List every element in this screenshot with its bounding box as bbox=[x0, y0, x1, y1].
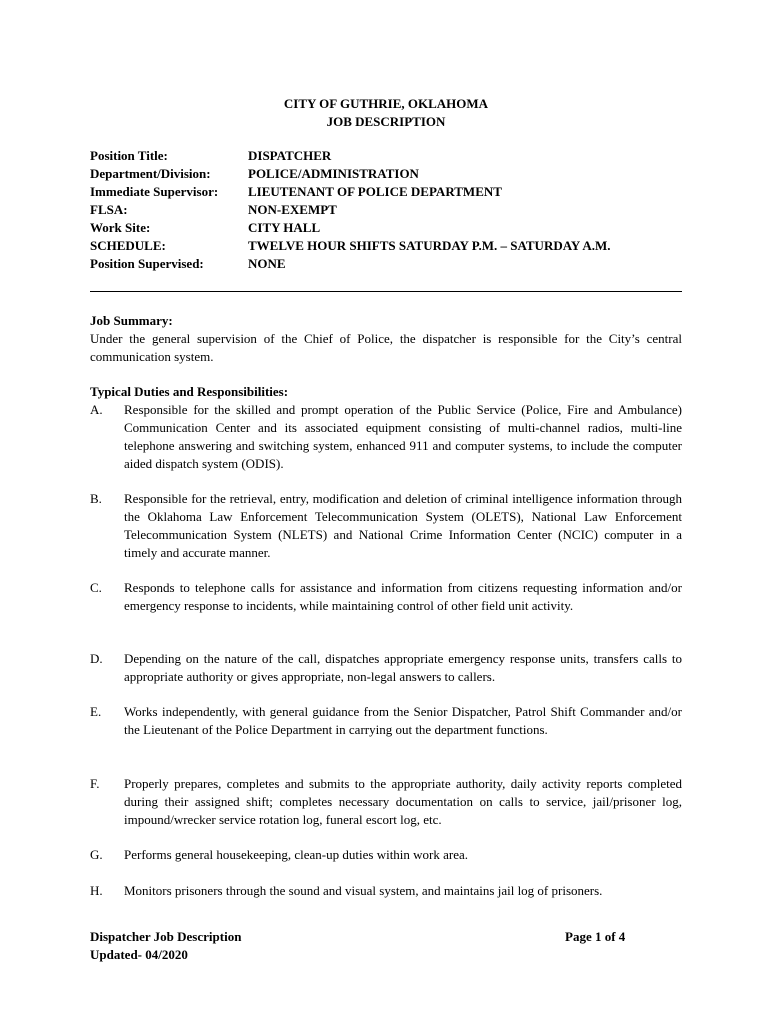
duty-letter: E. bbox=[90, 704, 102, 719]
duty-item-d bbox=[90, 650, 682, 686]
info-value: NONE bbox=[248, 256, 286, 271]
duty-text: Responds to telephone calls for assistance and information from citizens requesting information and/or emergency response to incidents, while maintaining control of other field unit activity. bbox=[124, 580, 682, 613]
info-row-work-site bbox=[90, 219, 682, 237]
duty-letter: B. bbox=[90, 491, 102, 506]
info-row-flsa bbox=[90, 201, 682, 219]
duty-item-e bbox=[90, 703, 682, 739]
duty-letter: H. bbox=[90, 883, 103, 898]
duty-item-c bbox=[90, 579, 682, 615]
duty-text: Depending on the nature of the call, dispatches appropriate emergency response units, transfers calls to appropriate authority or gives appropriate, non-legal answers to callers. bbox=[124, 651, 682, 684]
duty-text: Performs general housekeeping, clean-up duties within work area. bbox=[124, 847, 469, 862]
info-value: TWELVE HOUR SHIFTS SATURDAY P.M. – SATURDAY A.M. bbox=[248, 238, 611, 253]
info-value: POLICE/ADMINISTRATION bbox=[248, 166, 419, 181]
info-label: Position Supervised: bbox=[90, 256, 204, 271]
info-value: DISPATCHER bbox=[248, 148, 332, 163]
document-title bbox=[90, 95, 682, 131]
duty-text: Monitors prisoners through the sound and visual system, and maintains jail log of prisoners. bbox=[124, 883, 603, 898]
info-row-position-supervised bbox=[90, 255, 682, 273]
duty-text: Properly prepares, completes and submits to the appropriate authority, daily activity reports completed during their assigned shift; completes necessary documentation on calls to service, jail/prisoner log, impound/wrecker service rotation log, funeral escort log, etc. bbox=[124, 776, 682, 827]
info-value: LIEUTENANT OF POLICE DEPARTMENT bbox=[248, 184, 502, 199]
info-label: Department/Division: bbox=[90, 166, 211, 181]
info-row-position-title bbox=[90, 147, 682, 165]
duty-letter: C. bbox=[90, 580, 102, 595]
header-divider bbox=[90, 291, 682, 292]
duty-letter: F. bbox=[90, 776, 100, 791]
info-value: NON-EXEMPT bbox=[248, 202, 337, 217]
info-value: CITY HALL bbox=[248, 220, 321, 235]
footer-updated-date: Updated- 04/2020 bbox=[90, 947, 188, 962]
city-name: CITY OF GUTHRIE, OKLAHOMA bbox=[283, 96, 489, 111]
job-summary-heading: Job Summary: bbox=[90, 313, 173, 328]
duties-heading: Typical Duties and Responsibilities: bbox=[90, 384, 289, 399]
info-row-supervisor bbox=[90, 183, 682, 201]
duty-letter: G. bbox=[90, 847, 103, 862]
document-type: JOB DESCRIPTION bbox=[326, 114, 446, 129]
duty-item-a bbox=[90, 401, 682, 473]
duties-heading-block bbox=[90, 383, 682, 401]
duty-text: Works independently, with general guidance from the Senior Dispatcher, Patrol Shift Commander and/or the Lieutenant of the Police Department in carrying out the department functions. bbox=[124, 704, 682, 737]
job-summary-text: Under the general supervision of the Chief of Police, the dispatcher is responsible for the City’s central communication system. bbox=[90, 331, 682, 364]
duty-item-b bbox=[90, 490, 682, 562]
info-row-department bbox=[90, 165, 682, 183]
page-number: Page 1 of 4 bbox=[565, 929, 626, 944]
page-footer bbox=[90, 928, 241, 964]
footer-document-name: Dispatcher Job Description bbox=[90, 929, 242, 944]
duty-item-f bbox=[90, 775, 682, 829]
job-summary-section bbox=[90, 312, 682, 366]
duty-text: Responsible for the skilled and prompt operation of the Public Service (Police, Fire and Ambulance) Communication Center and its associated equipment consisting of multi-channel radios, multi-line telephone answering and switching system, enhanced 911 and computer systems, to include the computer aided dispatch system (ODIS). bbox=[124, 402, 682, 471]
info-row-schedule bbox=[90, 237, 682, 255]
duty-item-g bbox=[90, 846, 682, 864]
duty-letter: A. bbox=[90, 402, 103, 417]
info-label: SCHEDULE: bbox=[90, 238, 166, 253]
info-label: Immediate Supervisor: bbox=[90, 184, 219, 199]
info-label: Position Title: bbox=[90, 148, 168, 163]
duty-letter: D. bbox=[90, 651, 103, 666]
duty-item-h bbox=[90, 882, 682, 900]
info-label: FLSA: bbox=[90, 202, 128, 217]
info-label: Work Site: bbox=[90, 220, 151, 235]
position-info-table bbox=[90, 147, 682, 273]
duty-text: Responsible for the retrieval, entry, modification and deletion of criminal intelligence information through the Oklahoma Law Enforcement Telecommunication System (OLETS), National Law Enforcement Telecommunication System (NLETS) and National Crime Information Center (NCIC) computer in a timely and accurate manner. bbox=[124, 491, 682, 560]
